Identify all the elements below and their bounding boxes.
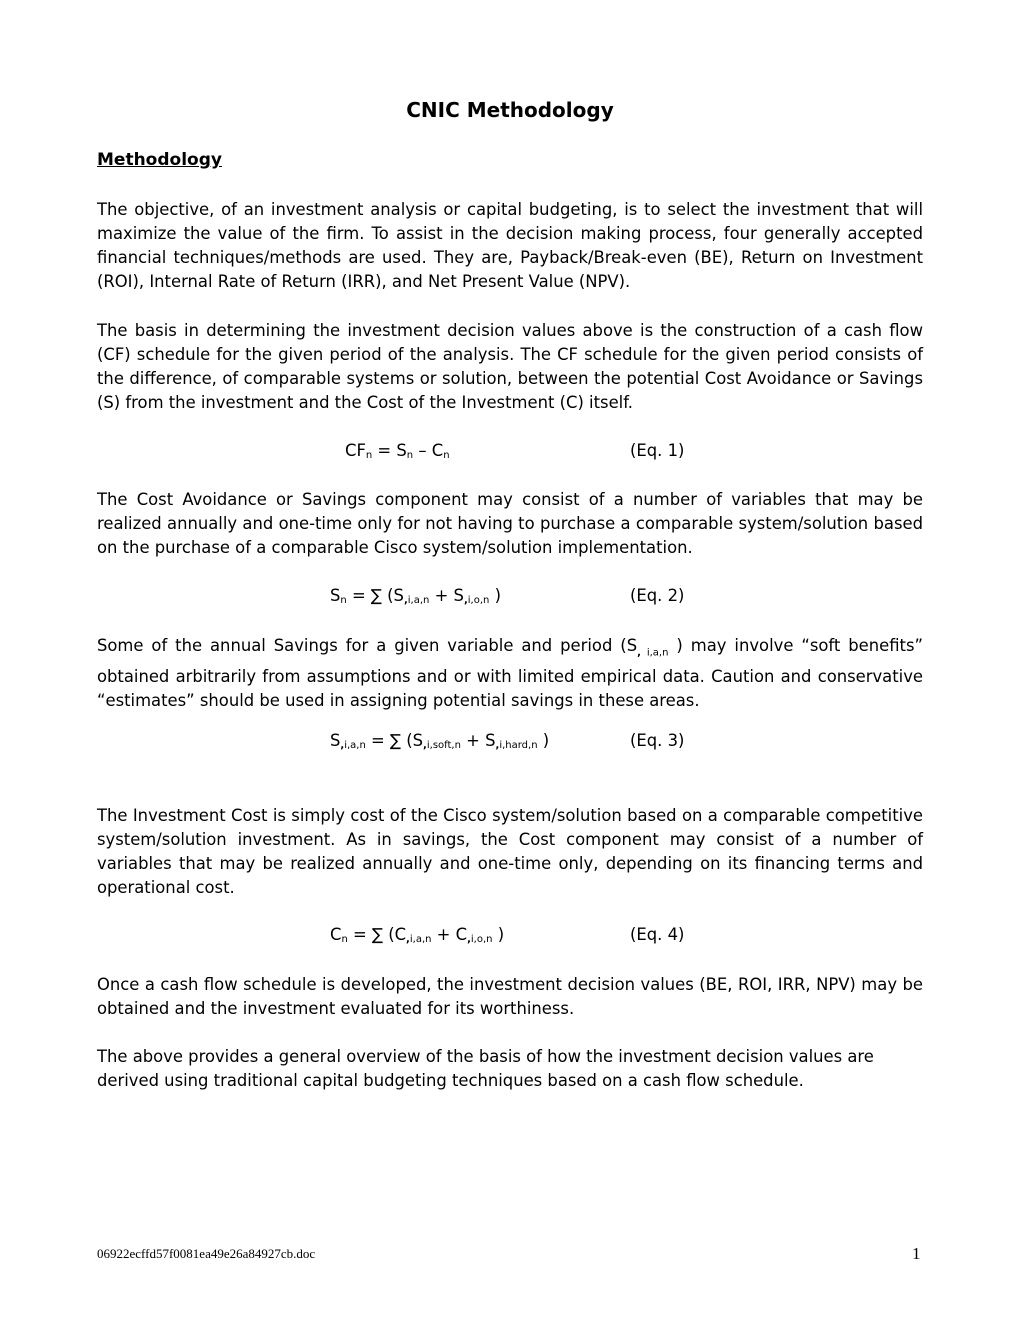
page-number: 1 [912,1244,921,1263]
equation-4-label: (Eq. 4) [630,925,685,944]
equation-3: $S_{,i,a,n}$ = ∑ ($S_{,i,soft,n} + S_{,i,hard,n}$ ) [330,731,550,751]
equation-2: $S_n$ = ∑ ($S_{,i,a,n} + S_{,i,o,n}$ ) [330,586,501,606]
footer-filename: 06922ecffd57f0081ea49e26a84927cb.doc [97,1246,316,1261]
paragraph-cash-flow: Once a cash flow schedule is developed, the investment decision values (BE, ROI, IRR, NPV) may be obtained and the investment evaluated for its worthiness. [97,975,923,1018]
section-heading: Methodology [97,150,222,170]
equation-1: $CF_n = S_n - C_n$ [345,441,450,461]
paragraph-savings: The Cost Avoidance or Savings component may consist of a number of variables that may be realized annually and one-time only for not having to purchase a comparable system/solution based on the purchase of a comparable Cisco system/solution implementation. [97,490,923,557]
equation-2-label: (Eq. 2) [630,586,685,605]
paragraph-investment-cost: The Investment Cost is simply cost of the Cisco system/solution based on a comparable competitive system/solution investment. As in savings, the Cost component may consist of a number of variables that may be realized annually and one-time only, depending on its financing terms and operational cost. [97,806,923,897]
paragraph-soft-benefits: Some of the annual Savings for a given variable and period ($S_{, i,a,n}$ ) may involve “soft benefits” obtained arbitrarily from assumptions and or with limited empirical data. Caution and conservative “estimates” should be used in assigning potential savings in these areas. [97,636,924,711]
document-title: CNIC Methodology [406,98,614,122]
equation-4: $C_n$ = ∑ ($C_{,i,a,n} + C_{,i,o,n}$ ) [330,925,505,945]
paragraph-overview: The above provides a general overview of the basis of how the investment decision values are derived using traditional capital budgeting techniques based on a cash flow schedule. [97,1047,874,1090]
paragraph-objective: The objective, of an investment analysis or capital budgeting, is to select the investment that will maximize the value of the firm. To assist in the decision making process, four generally accepted financial techniques/methods are used. They are, Payback/Break-even (BE), Return on Investment (ROI), Internal Rate of Return (IRR), and Net Present Value (NPV). [97,200,923,291]
paragraph-basis: The basis in determining the investment decision values above is the construction of a cash flow (CF) schedule for the given period of the analysis. The CF schedule for the given period consists of the difference, of comparable systems or solution, between the potential Cost Avoidance or Savings (S) from the investment and the Cost of the Investment (C) itself. [97,321,923,412]
equation-3-label: (Eq. 3) [630,731,685,750]
equation-1-label: (Eq. 1) [630,441,685,460]
